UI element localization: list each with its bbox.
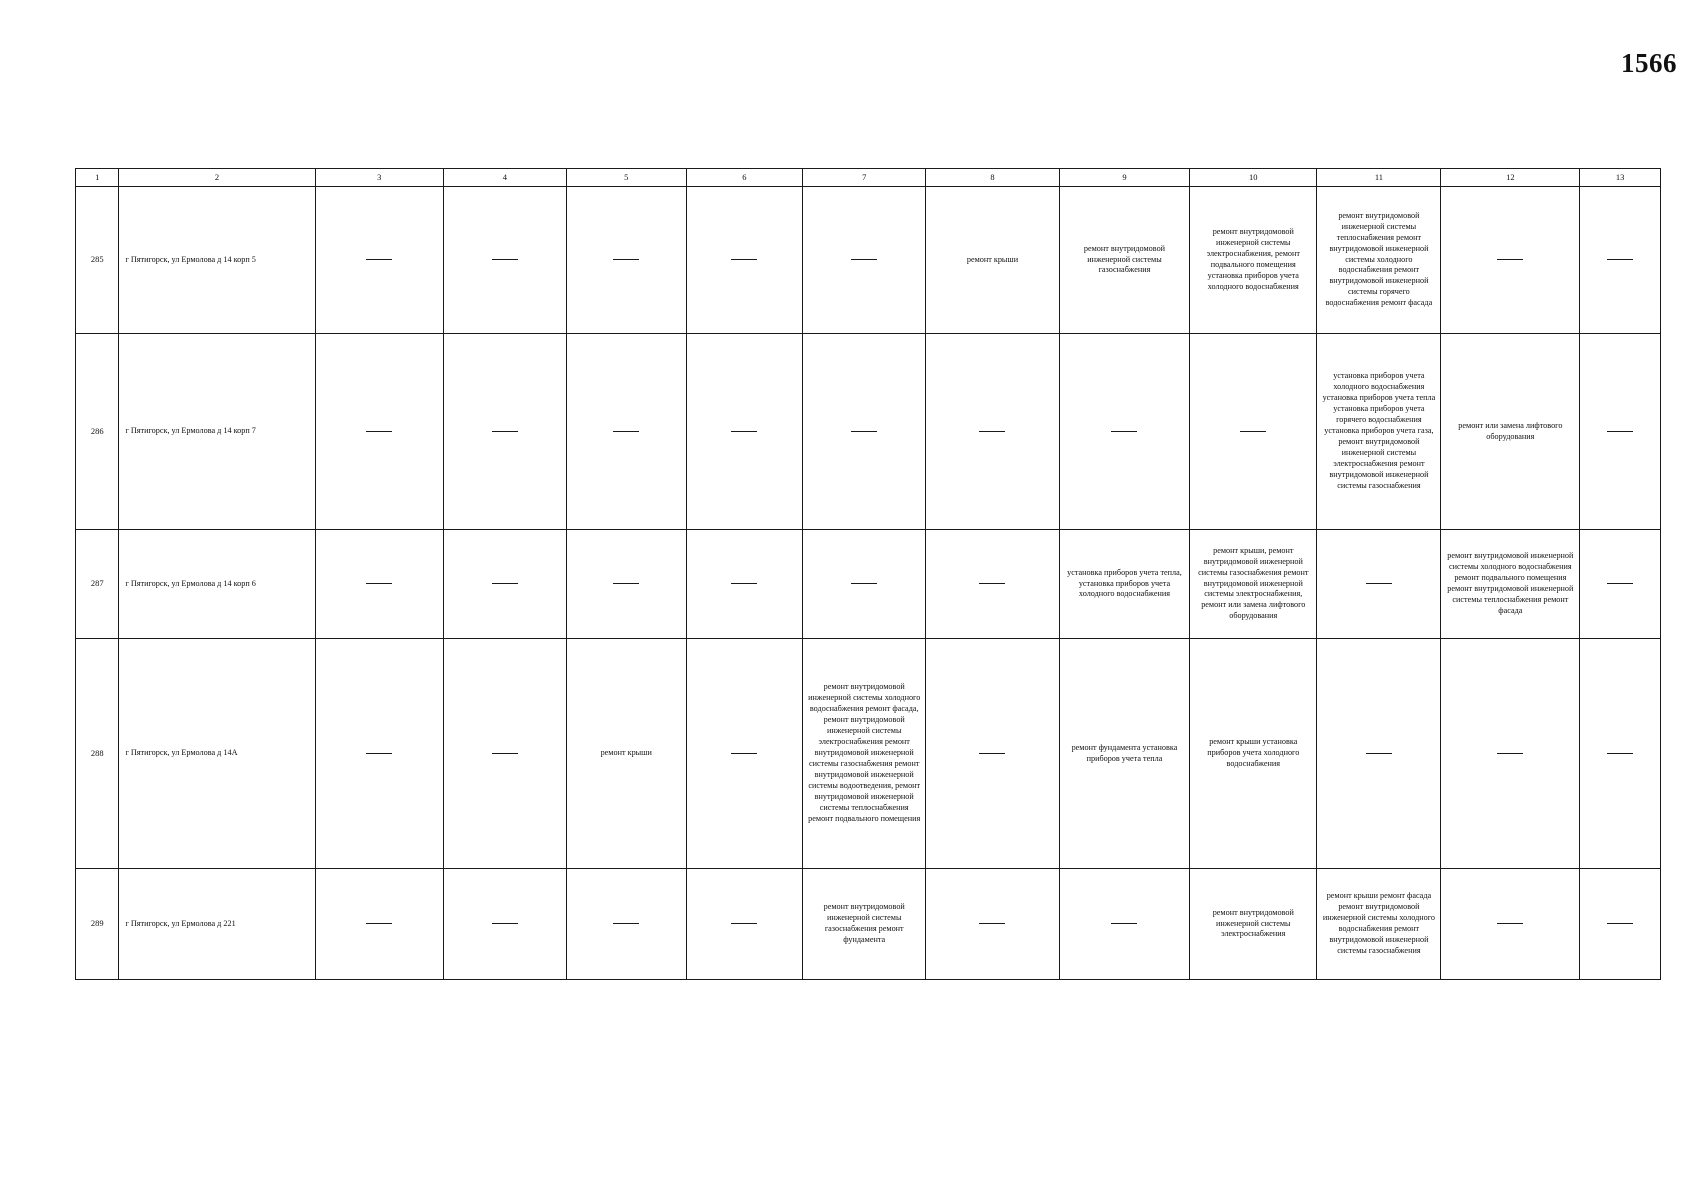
dash-mark [851, 259, 877, 260]
dash-mark [1111, 431, 1137, 432]
empty-cell [566, 869, 686, 980]
empty-cell [1317, 639, 1441, 869]
table-row [76, 869, 1661, 980]
dash-mark [492, 431, 518, 432]
empty-cell [926, 530, 1060, 639]
dash-mark [979, 923, 1005, 924]
empty-cell [686, 334, 803, 530]
table-row [76, 334, 1661, 530]
dash-mark [492, 923, 518, 924]
address-cell: г Пятигорск, ул Ермолова д 14 корп 7 [119, 334, 315, 530]
column-number-row [76, 169, 1661, 187]
row-number: 286 [76, 334, 119, 530]
empty-cell [1580, 334, 1661, 530]
column-number: 1 [76, 169, 119, 187]
dash-mark [731, 259, 757, 260]
empty-cell [1059, 334, 1189, 530]
empty-cell [315, 334, 443, 530]
empty-cell [1580, 530, 1661, 639]
dash-mark [613, 259, 639, 260]
address-cell: г Пятигорск, ул Ермолова д 221 [119, 869, 315, 980]
empty-cell [315, 869, 443, 980]
empty-cell [803, 334, 926, 530]
dash-mark [731, 583, 757, 584]
dash-mark [492, 259, 518, 260]
empty-cell [1441, 187, 1580, 334]
dash-mark [492, 583, 518, 584]
empty-cell [443, 334, 566, 530]
dash-mark [613, 431, 639, 432]
column-number: 3 [315, 169, 443, 187]
empty-cell [926, 334, 1060, 530]
dash-mark [492, 753, 518, 754]
column-number: 5 [566, 169, 686, 187]
dash-mark [1607, 583, 1633, 584]
empty-cell [803, 187, 926, 334]
column-number: 2 [119, 169, 315, 187]
empty-cell [315, 530, 443, 639]
empty-cell [1441, 639, 1580, 869]
work-type-cell: ремонт крыши ремонт фасада ремонт внутридомовой инженерной системы холодного водоснабжения ремонт внутридомовой инженерной системы газоснабжения [1317, 869, 1441, 980]
column-number: 4 [443, 169, 566, 187]
dash-mark [731, 923, 757, 924]
dash-mark [1240, 431, 1266, 432]
empty-cell [443, 639, 566, 869]
row-number: 288 [76, 639, 119, 869]
work-type-cell: ремонт внутридомовой инженерной системы электроснабжения, ремонт подвального помещения установка приборов учета холодного водоснабжения [1190, 187, 1317, 334]
table-row [76, 639, 1661, 869]
dash-mark [613, 923, 639, 924]
empty-cell [1580, 869, 1661, 980]
work-type-cell: ремонт внутридомовой инженерной системы газоснабжения ремонт фундамента [803, 869, 926, 980]
dash-mark [1607, 259, 1633, 260]
work-type-cell: ремонт крыши [566, 639, 686, 869]
work-type-cell: ремонт или замена лифтового оборудования [1441, 334, 1580, 530]
dash-mark [851, 583, 877, 584]
work-type-cell: ремонт внутридомовой инженерной системы холодного водоснабжения ремонт фасада, ремонт внутридомовой инженерной системы электроснабжения ремонт внутридомовой инженерной системы газоснабжения ремонт внутридомовой инженерной системы водоотведения, ремонт внутридомовой инженерной системы теплоснабжения ремонт подвального помещения [803, 639, 926, 869]
empty-cell [1441, 869, 1580, 980]
column-number: 6 [686, 169, 803, 187]
work-type-cell: ремонт внутридомовой инженерной системы газоснабжения [1059, 187, 1189, 334]
empty-cell [443, 187, 566, 334]
empty-cell [315, 639, 443, 869]
row-number: 287 [76, 530, 119, 639]
dash-mark [979, 583, 1005, 584]
dash-mark [731, 431, 757, 432]
dash-mark [366, 259, 392, 260]
table-row [76, 530, 1661, 639]
empty-cell [1580, 639, 1661, 869]
address-cell: г Пятигорск, ул Ермолова д 14 корп 5 [119, 187, 315, 334]
dash-mark [366, 583, 392, 584]
dash-mark [366, 923, 392, 924]
work-type-cell: ремонт крыши, ремонт внутридомовой инженерной системы газоснабжения ремонт внутридомовой инженерной системы электроснабжения, ремонт или замена лифтового оборудования [1190, 530, 1317, 639]
empty-cell [1317, 530, 1441, 639]
column-number: 7 [803, 169, 926, 187]
work-type-cell: установка приборов учета тепла, установка приборов учета холодного водоснабжения [1059, 530, 1189, 639]
empty-cell [686, 530, 803, 639]
column-number: 12 [1441, 169, 1580, 187]
work-type-cell: ремонт фундамента установка приборов учета тепла [1059, 639, 1189, 869]
address-cell: г Пятигорск, ул Ермолова д 14 корп 6 [119, 530, 315, 639]
dash-mark [613, 583, 639, 584]
dash-mark [979, 753, 1005, 754]
column-number: 13 [1580, 169, 1661, 187]
dash-mark [1497, 259, 1523, 260]
dash-mark [979, 431, 1005, 432]
dash-mark [366, 753, 392, 754]
work-type-cell: ремонт внутридомовой инженерной системы электроснабжения [1190, 869, 1317, 980]
empty-cell [803, 530, 926, 639]
dash-mark [1497, 753, 1523, 754]
column-number: 9 [1059, 169, 1189, 187]
dash-mark [1607, 431, 1633, 432]
work-type-cell: ремонт внутридомовой инженерной системы теплоснабжения ремонт внутридомовой инженерной системы холодного водоснабжения ремонт внутридомовой инженерной системы горячего водоснабжения ремонт фасада [1317, 187, 1441, 334]
empty-cell [686, 869, 803, 980]
empty-cell [566, 334, 686, 530]
dash-mark [1497, 923, 1523, 924]
table-body [76, 169, 1661, 980]
empty-cell [1059, 869, 1189, 980]
dash-mark [366, 431, 392, 432]
repair-schedule-table [75, 168, 1661, 980]
row-number: 285 [76, 187, 119, 334]
empty-cell [315, 187, 443, 334]
empty-cell [566, 530, 686, 639]
dash-mark [1607, 753, 1633, 754]
empty-cell [926, 639, 1060, 869]
dash-mark [1111, 923, 1137, 924]
dash-mark [731, 753, 757, 754]
table-row [76, 187, 1661, 334]
empty-cell [443, 869, 566, 980]
empty-cell [926, 869, 1060, 980]
dash-mark [851, 431, 877, 432]
column-number: 11 [1317, 169, 1441, 187]
empty-cell [686, 187, 803, 334]
empty-cell [566, 187, 686, 334]
empty-cell [1190, 334, 1317, 530]
dash-mark [1366, 753, 1392, 754]
work-type-cell: ремонт крыши [926, 187, 1060, 334]
empty-cell [686, 639, 803, 869]
work-type-cell: ремонт крыши установка приборов учета холодного водоснабжения [1190, 639, 1317, 869]
address-cell: г Пятигорск, ул Ермолова д 14А [119, 639, 315, 869]
empty-cell [443, 530, 566, 639]
work-type-cell: установка приборов учета холодного водоснабжения установка приборов учета тепла установка приборов учета горячего водоснабжения установка приборов учета газа, ремонт внутридомовой инженерной системы электроснабжения ремонт внутридомовой инженерной системы газоснабжения [1317, 334, 1441, 530]
row-number: 289 [76, 869, 119, 980]
dash-mark [1366, 583, 1392, 584]
empty-cell [1580, 187, 1661, 334]
page-number: 1566 [1621, 48, 1677, 78]
work-type-cell: ремонт внутридомовой инженерной системы холодного водоснабжения ремонт подвального помещения ремонт внутридомовой инженерной системы теплоснабжения ремонт фасада [1441, 530, 1580, 639]
dash-mark [1607, 923, 1633, 924]
column-number: 8 [926, 169, 1060, 187]
column-number: 10 [1190, 169, 1317, 187]
